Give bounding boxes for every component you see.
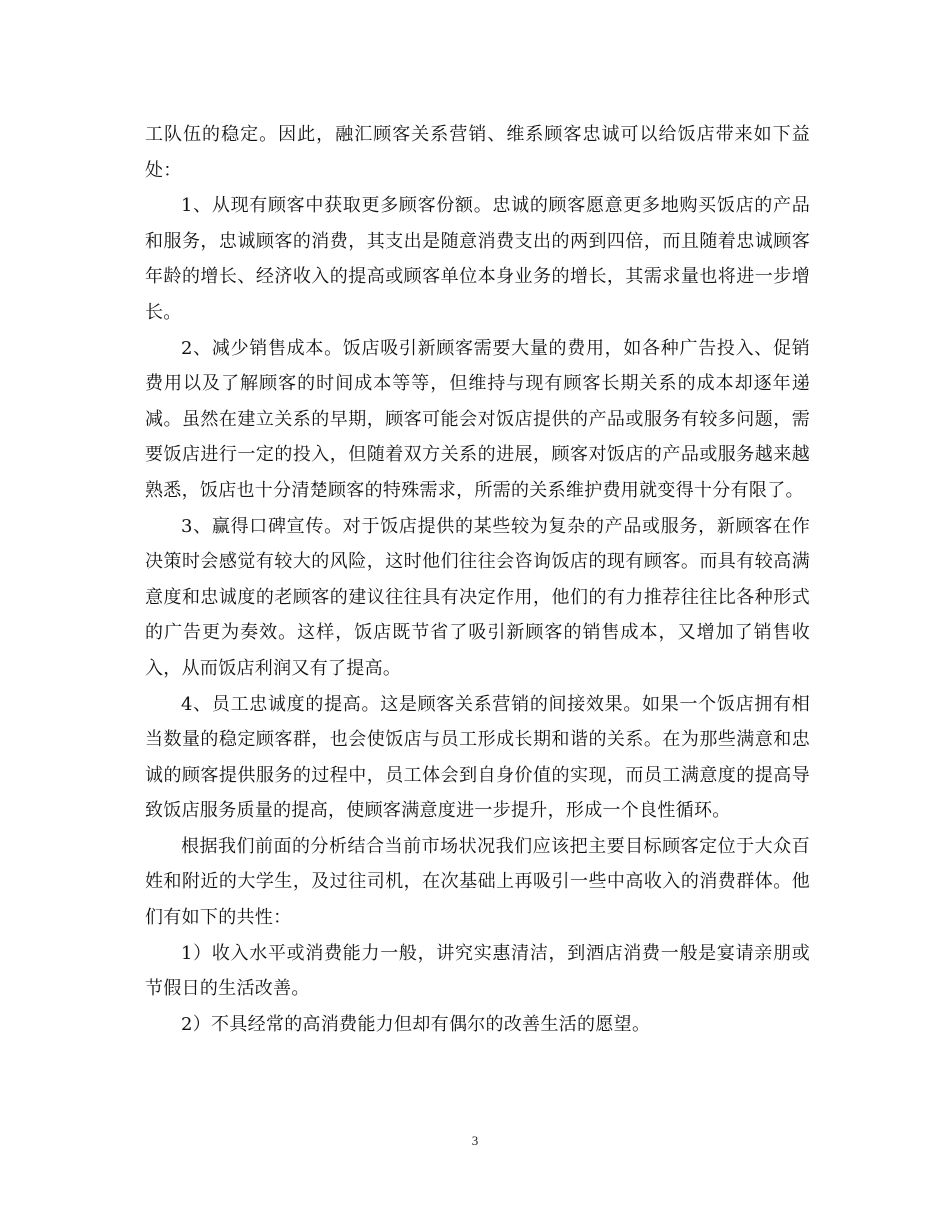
paragraph-target-customers: 根据我们前面的分析结合当前市场状况我们应该把主要目标顾客定位于大众百姓和附近的大学生，及过往司机，在次基础上再吸引一些中高收入的消费群体。他们有如下的共性：	[145, 835, 810, 929]
paragraph-trait-1: 1）收入水平或消费能力一般，讲究实惠清洁，到酒店消费一般是宴请亲朋或节假日的生活改善。	[145, 942, 810, 1000]
paragraph-point-3: 3、赢得口碑宣传。对于饭店提供的某些较为复杂的产品或服务，新顾客在作决策时会感觉有较大的风险，这时他们往往会咨询饭店的现有顾客。而具有较高满意度和忠诚度的老顾客的建议往往具有决定作用，他们的有力推荐往往比各种形式的广告更为奏效。这样，饭店既节省了吸引新顾客的销售成本，又增加了销售收入，从而饭店利润又有了提高。	[145, 515, 810, 679]
paragraph-continuation: 工队伍的稳定。因此，融汇顾客关系营销、维系顾客忠诚可以给饭店带来如下益处：	[145, 124, 810, 181]
paragraph-point-4: 4、员工忠诚度的提高。这是顾客关系营销的间接效果。如果一个饭店拥有相当数量的稳定顾客群，也会使饭店与员工形成长期和谐的关系。在为那些满意和忠诚的顾客提供服务的过程中，员工体会到自身价值的实现，而员工满意度的提高导致饭店服务质量的提高，使顾客满意度进一步提升，形成一个良性循环。	[145, 693, 810, 822]
paragraph-point-2: 2、减少销售成本。饭店吸引新顾客需要大量的费用，如各种广告投入、促销费用以及了解顾客的时间成本等等，但维持与现有顾客长期关系的成本却逐年递减。虽然在建立关系的早期，顾客可能会对饭店提供的产品或服务有较多问题，需要饭店进行一定的投入，但随着双方关系的进展，顾客对饭店的产品或服务越来越熟悉，饭店也十分清楚顾客的特殊需求，所需的关系维护费用就变得十分有限了。	[145, 337, 810, 501]
body-text	[145, 117, 810, 1042]
paragraph-trait-2: 2）不具经常的高消费能力但却有偶尔的改善生活的愿望。	[181, 1013, 651, 1035]
page-number: 3	[471, 1133, 479, 1148]
paragraph-point-1: 1、从现有顾客中获取更多顾客份额。忠诚的顾客愿意更多地购买饭店的产品和服务，忠诚顾客的消费，其支出是随意消费支出的两到四倍，而且随着忠诚顾客年龄的增长、经济收入的提高或顾客单位本身业务的增长，其需求量也将进一步增长。	[145, 195, 810, 323]
